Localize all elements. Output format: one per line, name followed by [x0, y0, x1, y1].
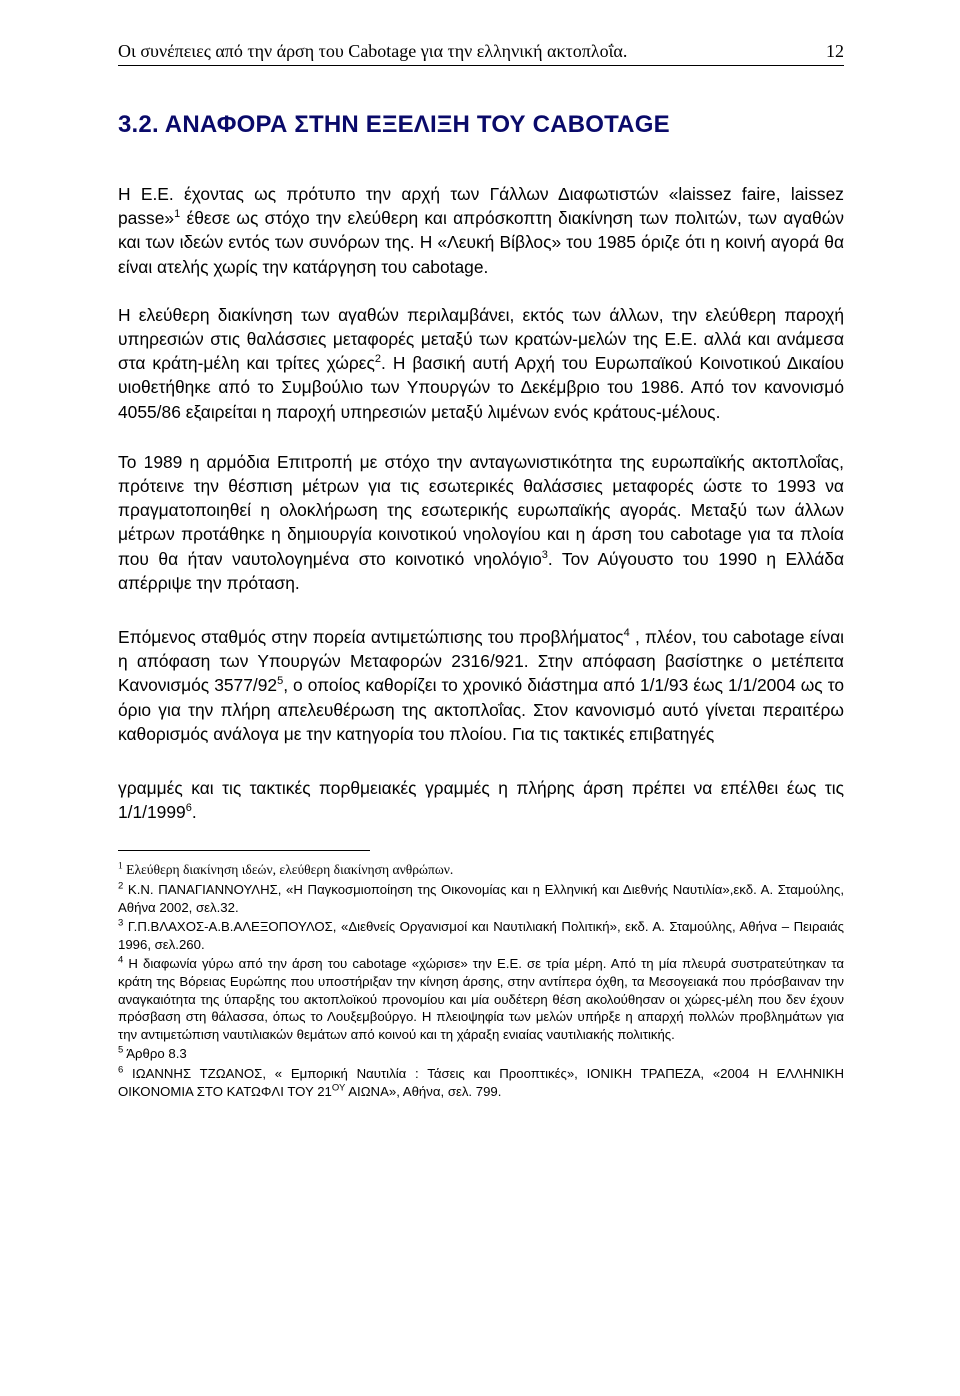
footnote-6 — [118, 1065, 844, 1100]
footnote-6-text-cont: ΑΙΩΝΑ», Αθήνα, σελ. 799. — [345, 1083, 502, 1099]
paragraph-4-text: Επόμενος σταθμός στην πορεία αντιμετώπισης του προβλήματος — [118, 627, 624, 648]
paragraph-4-text-end: , ο οποίος καθορίζει το χρονικό διάστημα από 1/1/93 έως 1/1/2004 ως το όριο για την πλήρη απελευθέρωση της ακτοπλοΐας. Στον κανονισμό αυτό γίνεται περαιτέρω καθορισμός ανάλογα με την κατηγορία του πλοίου. Για τις τακτικές επιβατηγές — [118, 675, 844, 744]
footnote-3-number: 3 — [118, 917, 124, 929]
footnote-1-text: Ελεύθερη διακίνηση ιδεών, ελεύθερη διακίνηση ανθρώπων. — [122, 862, 454, 878]
paragraph-4 — [118, 625, 844, 746]
running-header-title: Οι συνέπειες από την άρση του Cabotage για την ελληνική ακτοπλοΐα. — [118, 41, 628, 61]
footnote-2 — [118, 881, 844, 916]
paragraph-3-text-cont: . Τον Αύγουστο του 1990 η Ελλάδα απέρριψε την πρόταση. — [118, 548, 844, 593]
footnote-ref-3: 3 — [541, 548, 548, 561]
running-header — [118, 40, 844, 66]
footnote-ref-6: 6 — [185, 802, 192, 815]
paragraph-4-text-cont: , πλέον, του cabotage είναι η απόφαση των Υπουργών Μεταφορών 2316/921. Στην απόφαση βασίστηκε ο μετέπειτα Κανονισμός 3577/92 — [118, 627, 844, 696]
section-heading: 3.2. ΑΝΑΦΟΡΑ ΣΤΗΝ ΕΞΕΛΙΞΗ ΤΟΥ CABOTAGE — [118, 111, 670, 138]
paragraph-2-text-cont: . Η βασική αυτή Αρχή του Ευρωπαϊκού Κοινοτικού Δικαίου υιοθετήθηκε από το Συμβούλιο των Υπουργών το Δεκέμβριο του 1986. Από τον κανονισμό 4055/86 εξαιρείται η παροχή υπηρεσιών μεταξύ λιμένων ενός κράτους-μέλους. — [118, 353, 844, 422]
footnote-6-text: ΙΩΑΝΝΗΣ ΤΖΩΑΝΟΣ, « Εμπορική Ναυτιλία : Τάσεις και Προοπτικές», ΙΟΝΙΚΗ ΤΡΑΠΕΖΑ, «2004 Η ΕΛΛΗΝΙΚΗ ΟΙΚΟΝΟΜΙΑ ΣΤΟ ΚΑΤΩΦΛΙ ΤΟΥ 21 — [118, 1066, 844, 1099]
footnote-5-number: 5 — [118, 1045, 124, 1057]
page-number: 12 — [826, 41, 844, 61]
paragraph-2 — [118, 303, 844, 424]
footnotes — [118, 861, 844, 1100]
footnote-2-text: Κ.Ν. ΠΑΝΑΓΙΑΝΝΟΥΛΗΣ, «Η Παγκοσμιοποίηση της Οικονομίας και η Ελληνική και Διεθνής Ναυτιλία»,εκδ. Α. Σταμούλης, Αθήνα 2002, σελ.32. — [118, 882, 844, 915]
paragraph-5-text: γραμμές και τις τακτικές πορθμειακές γραμμές η πλήρης άρση πρέπει να επέλθει έως τις 1/1/1999 — [118, 778, 844, 823]
footnote-6-number: 6 — [118, 1064, 124, 1076]
footnote-4-text: Η διαφωνία γύρω από την άρση του cabotage «χώρισε» την Ε.Ε. σε τρία μέρη. Από τη μία πλευρά συστρατεύτηκαν τα κράτη της Βόρειας Ευρώπης που υποστήριξαν την κίνηση άρσης, στην αντίπερα όχθη, τα Μεσογειακά που πρόσβαιναν την αναγκαιότητα της ύπαρξης του ακτοπλοϊκού προνομίου και μία ουδέτερη θέση ακολούθησαν οι χώρες-μέλη που δεν έχουν πρόσβαση στη θάλασσα, όπως το Λουξεμβούργο. Η πλειοψηφία των μελών υπήρξε η απαρχή πολλών προβλημάτων για την αντιμετώπιση ναυτιλιακών θεμάτων από κοινού και τη χάραξη ενιαίας ναυτιλιακής πολιτικής. — [118, 956, 844, 1042]
footnote-2-number: 2 — [118, 880, 124, 892]
footnote-6-superscript: ΟΥ — [331, 1082, 346, 1094]
footnote-ref-2: 2 — [374, 353, 382, 366]
footnote-ref-1: 1 — [174, 208, 181, 221]
footnote-5-text: Άρθρο 8.3 — [123, 1046, 187, 1062]
footnote-ref-5: 5 — [277, 675, 284, 688]
paragraph-2-text: Η ελεύθερη διακίνηση των αγαθών περιλαμβάνει, εκτός των άλλων, την ελεύθερη παροχή υπηρεσιών στις θαλάσσιες μεταφορές μεταξύ των κρατών-μελών της Ε.Ε. αλλά και ανάμεσα στα κράτη-μέλη και τρίτες χώρες — [118, 304, 844, 374]
footnote-1-number: 1 — [118, 861, 123, 872]
footnote-4 — [118, 955, 844, 1043]
footnote-ref-4: 4 — [623, 627, 630, 640]
paragraph-5-text-cont: . — [191, 802, 197, 823]
paragraph-1 — [118, 182, 844, 279]
footnote-5 — [118, 1045, 844, 1063]
footnote-divider — [118, 850, 370, 851]
document-page — [118, 40, 844, 1100]
footnote-3 — [118, 918, 844, 953]
paragraph-5 — [118, 776, 844, 824]
paragraph-1-text-cont: έθεσε ως στόχο την ελεύθερη και απρόσκοπτη διακίνηση των πολιτών, των αγαθών και των ιδεών εντός των συνόρων της. Η «Λευκή Βίβλος» του 1985 όριζε ότι η κοινή αγορά θα είναι ατελής χωρίς την κατάργηση του cabotage. — [118, 208, 844, 277]
paragraph-3-text: Το 1989 η αρμόδια Επιτροπή με στόχο την ανταγωνιστικότητα της ευρωπαϊκής ακτοπλοΐας, πρότεινε την θέσπιση μέτρων για τις εσωτερικές θαλάσσιες μεταφορές ώστε το 1993 να πραγματοποιηθεί η ολοκλήρωση της εσωτερικής ευρωπαϊκής αγοράς. Μεταξύ των άλλων μέτρων προτάθηκε η δημιουργία κοινοτικού νηολογίου και η άρση του cabotage για τα πλοία που θα ήταν ναυτολογημένα στο κοινοτικό νηολόγιο — [118, 451, 844, 569]
paragraph-1-text: Η Ε.Ε. έχοντας ως πρότυπο την αρχή των Γάλλων Διαφωτιστών «laissez faire, laissez passe» — [118, 184, 844, 229]
paragraph-3 — [118, 450, 844, 595]
footnote-3-text: Γ.Π.ΒΛΑΧΟΣ-Α.Β.ΑΛΕΞΟΠΟΥΛΟΣ, «Διεθνείς Οργανισμοί και Ναυτιλιακή Πολιτική», εκδ. Α. Σταμούλης, Αθήνα – Πειραιάς 1996, σελ.260. — [118, 919, 844, 952]
footnote-4-number: 4 — [118, 955, 124, 967]
footnote-1 — [118, 861, 844, 879]
